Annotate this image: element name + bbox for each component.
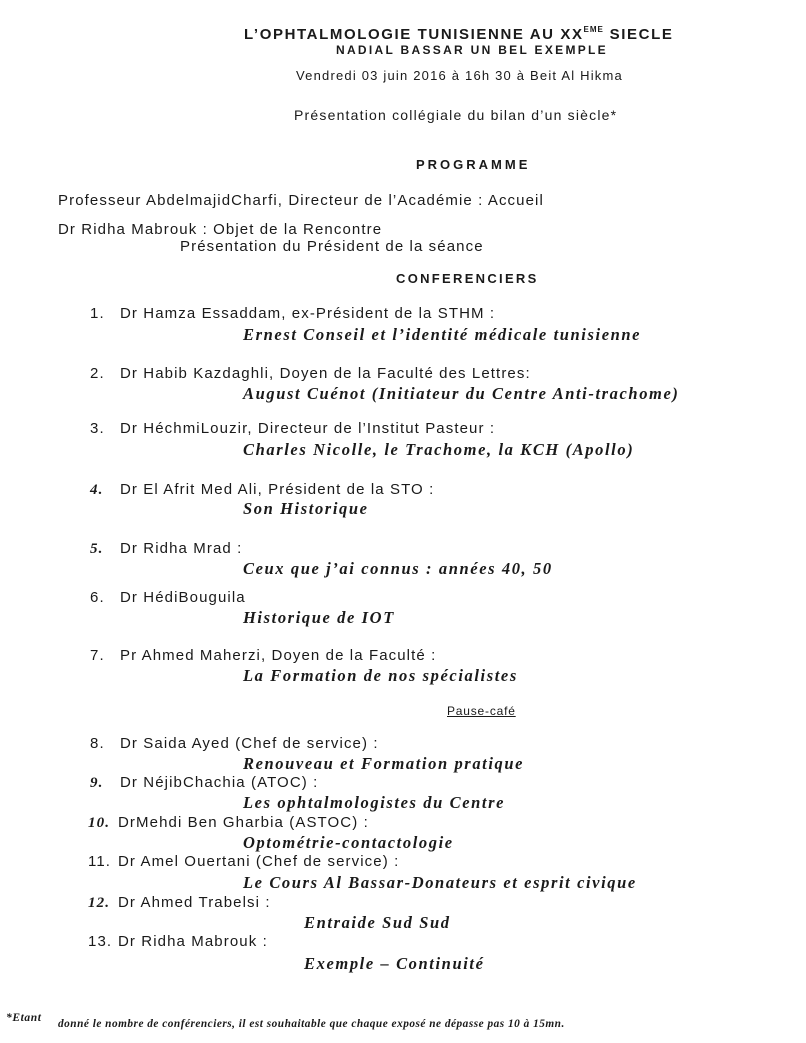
talk-title-5: Ceux que j’ai connus : années 40, 50 — [243, 559, 553, 578]
talk-title-11: Le Cours Al Bassar-Donateurs et esprit civique — [243, 873, 637, 892]
speaker-name: Dr Ridha Mabrouk : — [118, 933, 268, 950]
presentation-line: Présentation collégiale du bilan d’un siècle* — [294, 107, 618, 123]
speaker-item-6 — [90, 589, 246, 606]
speaker-number: 6. — [90, 589, 105, 606]
talk-title-8: Renouveau et Formation pratique — [243, 754, 525, 773]
document-title — [244, 25, 673, 43]
date-line: Vendredi 03 juin 2016 à 16h 30 à Beit Al Hikma — [296, 68, 623, 83]
talk-title-12: Entraide Sud Sud — [304, 913, 451, 932]
title-end: SIECLE — [603, 26, 674, 43]
speaker-name: Dr Ridha Mrad : — [120, 540, 243, 557]
programme-heading: PROGRAMME — [416, 157, 531, 172]
speaker-item-5 — [90, 540, 242, 558]
speaker-name: Dr HédiBouguila — [120, 589, 246, 606]
talk-title-10: Optométrie-contactologie — [243, 833, 454, 852]
speaker-item-12 — [88, 894, 271, 912]
speaker-name: Dr Hamza Essaddam, ex-Président de la STHM : — [120, 305, 496, 322]
speaker-number: 8. — [90, 735, 105, 752]
speaker-item-10 — [88, 814, 369, 832]
speaker-name: Dr Ahmed Trabelsi : — [118, 894, 271, 911]
speaker-number: 2. — [90, 365, 105, 382]
speaker-item-7 — [90, 647, 436, 664]
footnote-marker: *Etant — [6, 1012, 42, 1024]
speaker-number: 11. — [88, 853, 112, 870]
talk-title-1: Ernest Conseil et l’identité médicale tunisienne — [243, 325, 642, 344]
document-subtitle: NADIAL BASSAR UN BEL EXEMPLE — [336, 43, 608, 57]
pause-cafe-label: Pause-café — [447, 704, 516, 718]
programme-line-opening: Professeur AbdelmajidCharfi, Directeur de l’Académie : Accueil — [58, 192, 544, 209]
speaker-number: 13. — [88, 933, 113, 950]
footnote-text: donné le nombre de conférenciers, il est souhaitable que chaque exposé ne dépasse pas 10 à 15mn. — [58, 1018, 565, 1030]
speaker-name: Pr Ahmed Maherzi, Doyen de la Faculté : — [120, 647, 437, 664]
speaker-item-1 — [90, 305, 495, 322]
speaker-item-13 — [88, 933, 268, 950]
speaker-item-3 — [90, 420, 495, 437]
speaker-name: Dr Amel Ouertani (Chef de service) : — [118, 853, 400, 870]
talk-title-2: August Cuénot (Initiateur du Centre Anti-trachome) — [243, 384, 680, 403]
title-main: L’OPHTALMOLOGIE TUNISIENNE AU XX — [244, 26, 584, 43]
speaker-item-8 — [90, 735, 379, 752]
speaker-number: 3. — [90, 420, 105, 437]
title-superscript: EME — [583, 25, 604, 34]
speaker-number: 4. — [90, 482, 104, 498]
speaker-name: Dr Saida Ayed (Chef de service) : — [120, 735, 379, 752]
programme-line-president: Présentation du Président de la séance — [180, 238, 484, 255]
talk-title-9: Les ophtalmologistes du Centre — [243, 793, 506, 812]
speaker-item-9 — [90, 774, 318, 792]
programme-line-object: Dr Ridha Mabrouk : Objet de la Rencontre — [58, 221, 383, 238]
speaker-name: DrMehdi Ben Gharbia (ASTOC) : — [118, 814, 369, 831]
speaker-number: 10. — [88, 815, 111, 831]
talk-title-4: Son Historique — [243, 499, 369, 518]
talk-title-7: La Formation de nos spécialistes — [243, 666, 518, 685]
talk-title-3: Charles Nicolle, le Trachome, la KCH (Apollo) — [243, 440, 635, 459]
talk-title-13: Exemple – Continuité — [304, 954, 485, 973]
speaker-number: 12. — [88, 895, 111, 911]
speaker-name: Dr NéjibChachia (ATOC) : — [120, 774, 319, 791]
speaker-number: 9. — [90, 775, 104, 791]
speaker-number: 1. — [90, 305, 105, 322]
conferenciers-heading: CONFERENCIERS — [396, 271, 539, 286]
speaker-item-4 — [90, 481, 434, 499]
speaker-item-11 — [88, 853, 399, 870]
speaker-name: Dr El Afrit Med Ali, Président de la STO : — [120, 481, 435, 498]
speaker-name: Dr Habib Kazdaghli, Doyen de la Faculté des Lettres: — [120, 365, 531, 382]
speaker-name: Dr HéchmiLouzir, Directeur de l’Institut Pasteur : — [120, 420, 496, 437]
speaker-number: 7. — [90, 647, 105, 664]
talk-title-6: Historique de IOT — [243, 608, 395, 627]
speaker-item-2 — [90, 365, 531, 382]
speaker-number: 5. — [90, 541, 104, 557]
